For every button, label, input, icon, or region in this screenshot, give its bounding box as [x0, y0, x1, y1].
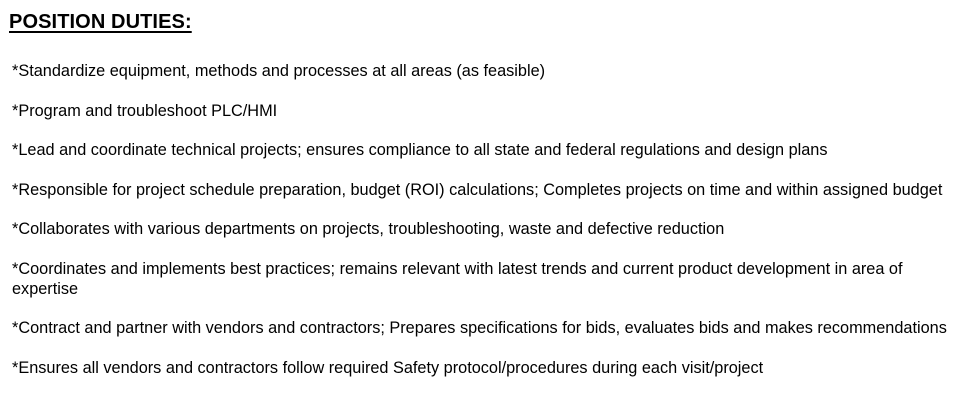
duty-item: *Contract and partner with vendors and contractors; Prepares specifications for bids, evaluates bids and makes recommendations	[12, 319, 947, 337]
duty-item: *Standardize equipment, methods and processes at all areas (as feasible)	[12, 62, 546, 80]
duty-item: *Responsible for project schedule preparation, budget (ROI) calculations; Completes projects on time and within assigned budget	[12, 180, 943, 199]
duty-item: *Coordinates and implements best practices; remains relevant with latest trends and current product development in area of expertise	[12, 259, 903, 298]
duties-list	[12, 61, 952, 397]
section-heading: POSITION DUTIES:	[9, 11, 192, 33]
duty-item: *Ensures all vendors and contractors follow required Safety protocol/procedures during each visit/project	[12, 358, 764, 377]
duty-item: *Lead and coordinate technical projects; ensures compliance to all state and federal regulations and design plans	[12, 141, 828, 159]
duty-item: *Collaborates with various departments on projects, troubleshooting, waste and defective reduction	[12, 220, 725, 238]
duty-item: *Program and troubleshoot PLC/HMI	[12, 101, 278, 120]
